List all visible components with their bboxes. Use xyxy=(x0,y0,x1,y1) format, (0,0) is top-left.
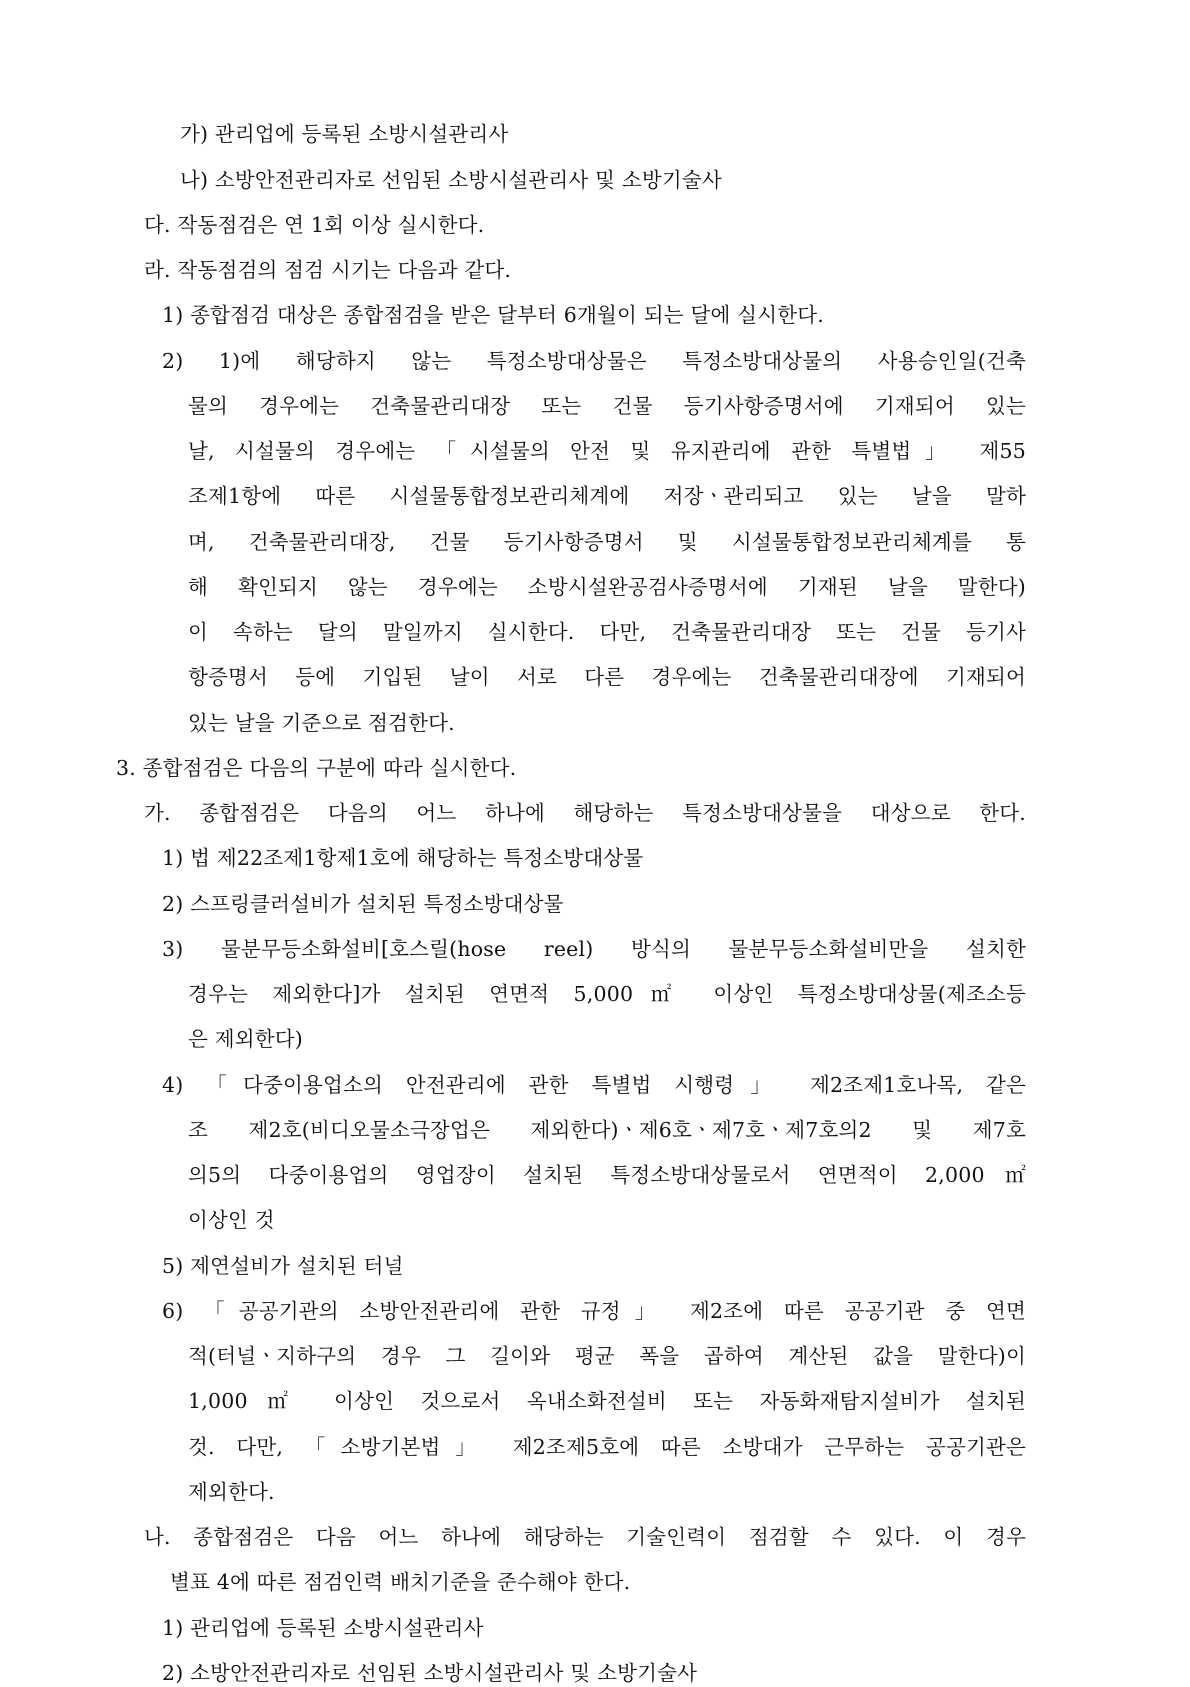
text-line: 라. 작동점검의 점검 시기는 다음과 같다. xyxy=(144,258,512,282)
text-line: 나. 종합점검은 다음 어느 하나에 해당하는 기술인력이 점검할 수 있다. 이 경우 xyxy=(144,1525,1026,1549)
text-line: 1) 관리업에 등록된 소방시설관리사 xyxy=(162,1616,484,1640)
text-line: 1,000㎡ 이상인 것으로서 옥내소화전설비 또는 자동화재탐지설비가 설치된 xyxy=(188,1389,1026,1413)
text-line: 2) 1)에 해당하지 않는 특정소방대상물은 특정소방대상물의 사용승인일(건축 xyxy=(162,349,1026,373)
text-line: 1) 종합점검 대상은 종합점검을 받은 달부터 6개월이 되는 달에 실시한다. xyxy=(162,303,824,327)
text-line: 조제1항에 따른 시설물통합정보관리체계에 저장ㆍ관리되고 있는 날을 말하 xyxy=(188,484,1026,508)
text-line: 이상인 것 xyxy=(188,1208,275,1232)
text-line: 다. 작동점검은 연 1회 이상 실시한다. xyxy=(144,213,485,237)
text-line: 제외한다. xyxy=(188,1480,275,1504)
text-line: 날, 시설물의 경우에는 「시설물의 안전 및 유지관리에 관한 특별법」 제55 xyxy=(188,439,1026,463)
text-line: 이 속하는 달의 말일까지 실시한다. 다만, 건축물관리대장 또는 건물 등기사 xyxy=(188,620,1026,644)
text-line: 3) 물분무등소화설비[호스릴(hose reel) 방식의 물분무등소화설비만을 설치한 xyxy=(162,937,1026,961)
text-line: 있는 날을 기준으로 점검한다. xyxy=(188,711,455,735)
text-line: 의5의 다중이용업의 영업장이 설치된 특정소방대상물로서 연면적이 2,000㎡ xyxy=(188,1163,1026,1187)
text-line: 1) 법 제22조제1항제1호에 해당하는 특정소방대상물 xyxy=(162,846,644,870)
text-line: 물의 경우에는 건축물관리대장 또는 건물 등기사항증명서에 기재되어 있는 xyxy=(188,394,1026,418)
text-line: 별표 4에 따른 점검인력 배치기준을 준수해야 한다. xyxy=(170,1570,631,1594)
text-line: 조 제2호(비디오물소극장업은 제외한다)ㆍ제6호ㆍ제7호ㆍ제7호의2 및 제7호 xyxy=(188,1118,1026,1142)
text-line: 2) 소방안전관리자로 선임된 소방시설관리사 및 소방기술사 xyxy=(162,1661,698,1685)
text-line: 3. 종합점검은 다음의 구분에 따라 실시한다. xyxy=(116,756,517,780)
text-line: 것. 다만, 「소방기본법」 제2조제5호에 따른 소방대가 근무하는 공공기관은 xyxy=(188,1435,1026,1459)
text-line: 가) 관리업에 등록된 소방시설관리사 xyxy=(180,122,509,146)
text-line: 5) 제연설비가 설치된 터널 xyxy=(162,1254,404,1278)
text-line: 4) 「다중이용업소의 안전관리에 관한 특별법 시행령」 제2조제1호나목, 같은 xyxy=(162,1073,1026,1097)
text-line: 적(터널ㆍ지하구의 경우 그 길이와 평균 폭을 곱하여 계산된 값을 말한다)이 xyxy=(188,1344,1026,1368)
text-line: 2) 스프링클러설비가 설치된 특정소방대상물 xyxy=(162,892,564,916)
text-line: 며, 건축물관리대장, 건물 등기사항증명서 및 시설물통합정보관리체계를 통 xyxy=(188,530,1026,554)
text-line: 은 제외한다) xyxy=(188,1027,303,1051)
text-line: 해 확인되지 않는 경우에는 소방시설완공검사증명서에 기재된 날을 말한다) xyxy=(188,575,1026,599)
text-line: 가. 종합점검은 다음의 어느 하나에 해당하는 특정소방대상물을 대상으로 한다. xyxy=(144,801,1026,825)
text-line: 6) 「공공기관의 소방안전관리에 관한 규정」 제2조에 따른 공공기관 중 연면 xyxy=(162,1299,1026,1323)
text-line: 항증명서 등에 기입된 날이 서로 다른 경우에는 건축물관리대장에 기재되어 xyxy=(188,665,1026,689)
text-line: 경우는 제외한다]가 설치된 연면적 5,000㎡ 이상인 특정소방대상물(제조소등 xyxy=(188,982,1026,1006)
text-line: 나) 소방안전관리자로 선임된 소방시설관리사 및 소방기술사 xyxy=(180,168,722,192)
